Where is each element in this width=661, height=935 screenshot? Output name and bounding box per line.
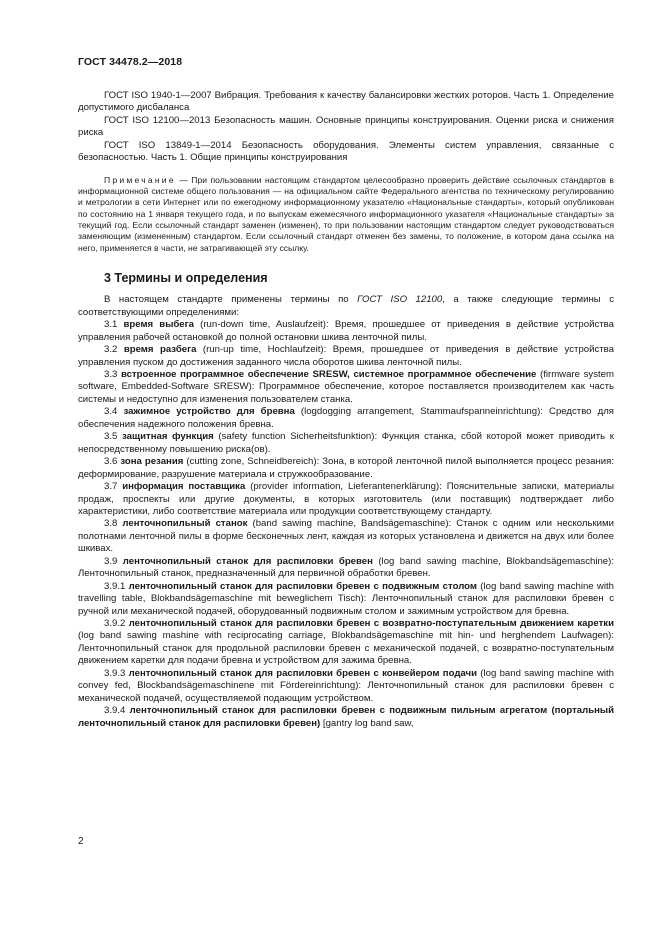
- standard-reference: ГОСТ ISO 12100: [357, 294, 443, 306]
- term-entry: [78, 456, 614, 481]
- term-definition: (run-down time, Auslaufzeit): Время, прошедшее от приведения в действие устройства управления рабочей остановкой до полной остановки шкива ленточной пилы.: [78, 319, 614, 343]
- term-number: 3.9.3: [104, 667, 129, 679]
- term-number: 3.4: [104, 406, 124, 418]
- term-name: время выбега: [123, 319, 194, 331]
- term-number: 3.3: [104, 368, 121, 380]
- term-definition: (safety function Sicherheitsfunktion): Функция станка, сбой которой может приводить к непосредственному повышению риска(ов).: [78, 431, 614, 455]
- section-title: 3 Термины и определения: [104, 270, 268, 285]
- term-number: 3.7: [104, 481, 123, 493]
- term-name: время разбега: [123, 344, 197, 356]
- page-number: 2: [78, 836, 84, 847]
- term-name: защитная функция: [122, 431, 214, 443]
- term-entry: [78, 406, 614, 431]
- note-label: Примечание: [104, 174, 176, 185]
- term-name: ленточнопильный станок для распиловки бревен с возвратно-поступательным движением каретки: [128, 618, 614, 630]
- document-body: [78, 90, 614, 730]
- term-definition: (log band sawing machine with convey fed, Blockbandsägemaschinene mit Fördereinrichtung): Ленточнопильный станок для распиловки бревен с механической подачей, осуществляемой подающим устройством.: [78, 667, 614, 704]
- term-definition: [gantry log band saw,: [320, 717, 414, 729]
- term-entry: [78, 705, 614, 730]
- term-entry: [78, 431, 614, 456]
- term-entry: [78, 518, 614, 555]
- term-definition: (run-up time, Hochlaufzeit): Время, прошедшее от приведения в действие устройства управления пуском до достижения заданного числа оборотов шкива ленточной пилы.: [78, 344, 614, 368]
- term-number: 3.8: [104, 518, 123, 530]
- reference-item: ГОСТ ISO 13849-1—2014 Безопасность оборудования. Элементы систем управления, связанные с безопасностью. Часть 1. Общие принципы конструирования: [78, 139, 614, 164]
- term-definition: (logdogging arrangement, Stammaufspanneinrichtung): Средство для обеспечения надежного положения бревна.: [78, 406, 614, 430]
- term-number: 3.9.2: [104, 618, 129, 630]
- term-name: зажимное устройство для бревна: [123, 406, 295, 418]
- term-definition: (log band sawing mashine with reciprocating carriage, Blokbandsägemaschine mit hin- und herghendem Laufwagen): Ленточнопильный станок для продольной распиловки бревен с механической подачей, с возвратно-поступательным движением каретки для подачи бревна и устройством для зажима бревна.: [78, 630, 614, 667]
- term-definition: (cutting zone, Schneidbereich): Зона, в которой ленточной пилой выполняется процесс резания: деформирование, разрушение материала и стружкообразование.: [78, 456, 614, 480]
- term-definition: (provider information, Lieferantenerklärung): Пояснительные записки, материалы продаж, проспекты или другие документы, в которых изготовитель (или поставщик) подтверждает либо характеристики, либо соответствие материала или продукции соответствующему стандарту.: [78, 481, 614, 517]
- term-entry: [78, 344, 614, 369]
- note-text: — При пользовании настоящим стандартом целесообразно проверить действие ссылочных стандартов в информационной системе общего пользования — на официальном сайте Федерального агентства по техническому регулированию и метрологии в сети Интернет или по ежегодному информационному указателю «Национальные стандарты», который опубликован по состоянию на 1 января текущего года, и по выпускам ежемесячного информационного указателя «Национальные стандарты» за текущий год. Если ссылочный стандарт заменен (изменен), то при пользовании настоящим стандартом следует руководствоваться заменяющим (измененным) стандартом. Если ссылочный стандарт отменен без замены, то положение, в котором дана ссылка на него, применяется в части, не затрагивающей эту ссылку.: [78, 174, 614, 253]
- term-name: ленточнопильный станок для распиловки бревен с подвижным столом: [128, 580, 478, 592]
- term-name: ленточнопильный станок для распиловки бревен с подвижным пильным агрегатом (портальный ленточнопильный станок для распиловки бревен): [78, 705, 614, 729]
- term-name: ленточнопильный станок для распиловки бревен: [122, 555, 373, 567]
- term-name: ленточнопильный станок: [122, 518, 248, 530]
- term-name: встроенное программное обеспечение SRESW, системное программное обеспечение: [120, 368, 537, 380]
- document-header: ГОСТ 34478.2—2018: [78, 56, 183, 68]
- note-paragraph: [78, 175, 614, 254]
- term-definition: (log band sawing machine with travelling table, Blokbandsägemaschine mit beweglichem Tisch): Ленточнопильный станок для распиловки бревен с ручной или механической подачей, оборудованный подвижным столом и зажимным устройством для бревна.: [78, 580, 614, 617]
- term-number: 3.9: [104, 555, 123, 567]
- term-number: 3.9.1: [104, 580, 129, 592]
- term-definition: (band sawing machine, Bandsägemaschine): Станок с одним или несколькими полотнами ленточной пилы в форме бесконечных лент, каждая из которых установлена и движется на двух или более шкивах.: [78, 518, 614, 555]
- term-number: 3.5: [104, 431, 123, 443]
- term-entry: [78, 481, 614, 518]
- intro-paragraph: В настоящем стандарте применены термины по ГОСТ ISO 12100, а также следующие термины с соответствующими определениями:: [78, 294, 614, 318]
- reference-item: ГОСТ ISO 1940-1—2007 Вибрация. Требования к качеству балансировки жестких роторов. Часть 1. Определение допустимого дисбаланса: [78, 90, 614, 114]
- term-entry: [78, 556, 614, 581]
- term-entry: [78, 581, 614, 618]
- term-number: 3.1: [104, 319, 124, 331]
- term-number: 3.6: [104, 456, 121, 468]
- term-entry: [78, 668, 614, 705]
- term-entry: [78, 618, 614, 668]
- term-number: 3.2: [104, 344, 124, 356]
- term-name: ленточнопильный станок для распиловки бревен с конвейером подачи: [128, 667, 477, 679]
- term-name: информация поставщика: [122, 481, 246, 493]
- term-entry: [78, 319, 614, 344]
- term-number: 3.9.4: [104, 705, 130, 717]
- terms-list: [78, 319, 614, 730]
- term-definition: (log band sawing machine, Blokbandsägemaschine): Ленточнопильный станок, предназначенный для первичной обработки бревен.: [78, 555, 614, 580]
- term-name: зона резания: [120, 456, 184, 468]
- term-definition: (firmware system software, Embedded-Software SRESW): Программное обеспечение, которое поставляется производителем как часть системы и недоступно для изменения пользователем станка.: [78, 368, 615, 405]
- reference-item: ГОСТ ISO 12100—2013 Безопасность машин. Основные принципы конструирования. Оценки риска и снижения риска: [78, 114, 614, 139]
- term-entry: [78, 369, 614, 406]
